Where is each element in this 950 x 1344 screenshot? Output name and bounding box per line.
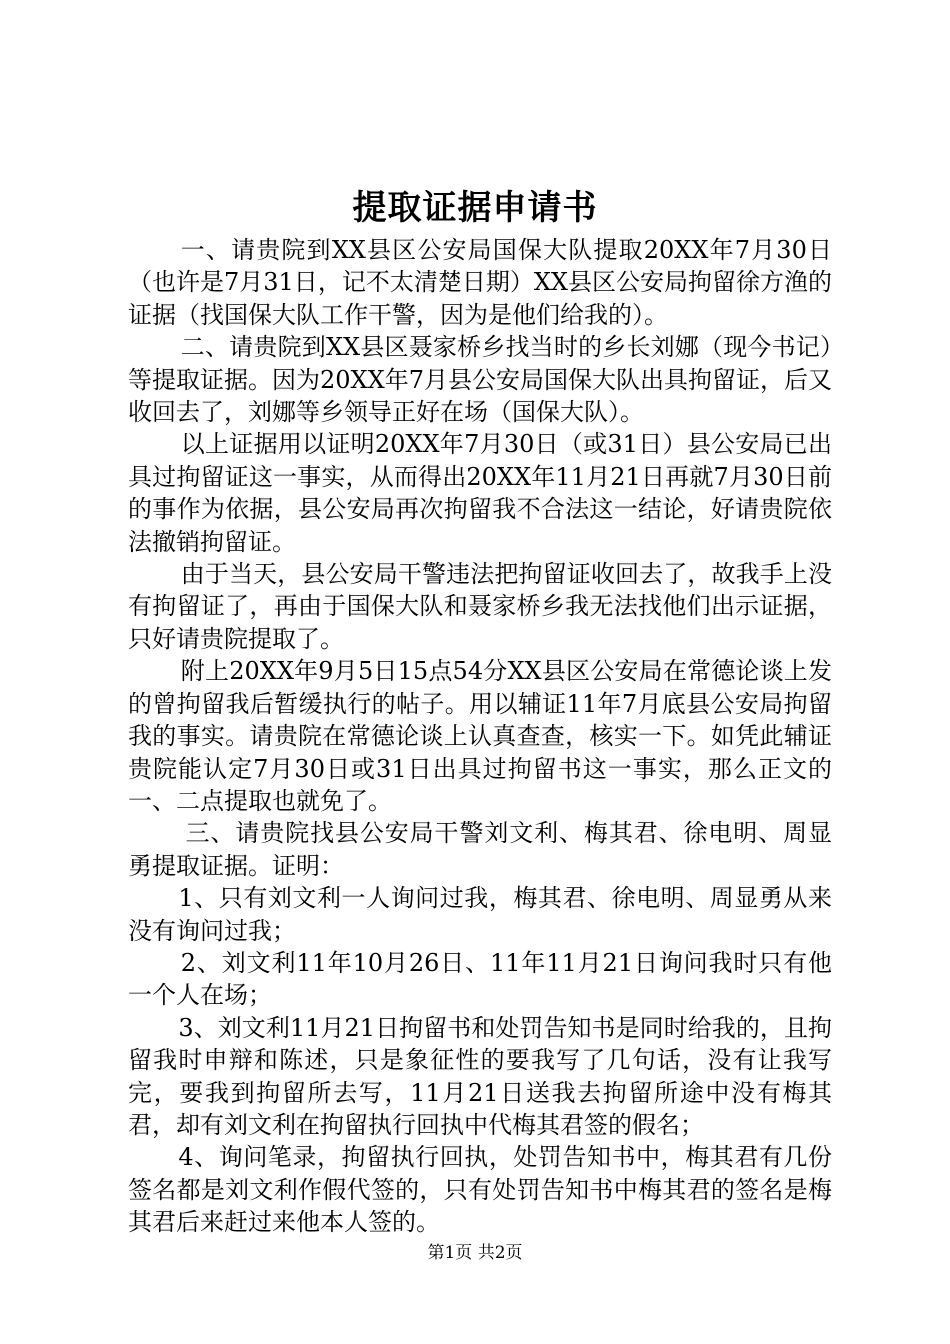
paragraph-10: 4、询问笔录，拘留执行回执，处罚告知书中，梅其君有几份签名都是刘文利作假代签的，只有处罚告知书中梅其君的签名是梅其君后来赶过来他本人签的。 bbox=[128, 1143, 832, 1237]
paragraph-2: 二、请贵院到XX县区聂家桥乡找当时的乡长刘娜（现今书记）等提取证据。因为20XX年7月县公安局国保大队出具拘留证，后又收回去了，刘娜等乡领导正好在场（国保大队）。 bbox=[128, 333, 832, 427]
paragraph-5: 附上20XX年9月5日15点54分XX县区公安局在常德论谈上发的曾拘留我后暂缓执行的帖子。用以辅证11年7月底县公安局拘留我的事实。请贵院在常德论谈上认真查查，核实一下。如凭此辅证贵院能认定7月30日或31日出具过拘留书这一事实，那么正文的一、二点提取也就免了。 bbox=[128, 657, 832, 815]
paragraph-4: 由于当天，县公安局干警违法把拘留证收回去了，故我手上没有拘留证了，再由于国保大队和聂家桥乡我无法找他们出示证据，只好请贵院提取了。 bbox=[128, 560, 832, 653]
paragraph-7: 1、只有刘文利一人询问过我，梅其君、徐电明、周显勇从来没有询问过我； bbox=[128, 884, 832, 945]
document-title: 提取证据申请书 bbox=[352, 188, 598, 228]
paragraph-1: 一、请贵院到XX县区公安局国保大队提取20XX年7月30日（也许是7月31日，记不太清楚日期）XX县区公安局拘留徐方渔的证据（找国保大队工作干警，因为是他们给我的）。 bbox=[128, 236, 832, 329]
paragraph-9: 3、刘文利11月21日拘留书和处罚告知书是同时给我的，且拘留我时申辩和陈述，只是象征性的要我写了几句话，没有让我写完，要我到拘留所去写，11月21日送我去拘留所途中没有梅其君，却有刘文利在拘留执行回执中代梅其君签的假名； bbox=[128, 1013, 832, 1139]
paragraph-6: 三、请贵院找县公安局干警刘文利、梅其君、徐电明、周显勇提取证据。证明： bbox=[128, 819, 832, 880]
paragraph-3: 以上证据用以证明20XX年7月30日（或31日）县公安局已出具过拘留证这一事实，从而得出20XX年11月21日再就7月30日前的事作为依据，县公安局再次拘留我不合法这一结论，好请贵院依法撤销拘留证。 bbox=[128, 430, 832, 556]
document-body bbox=[128, 234, 832, 1239]
page-footer: 第1页 共2页 bbox=[427, 1243, 523, 1263]
paragraph-8: 2、刘文利11年10月26日、11年11月21日询问我时只有他一个人在场； bbox=[128, 948, 832, 1010]
